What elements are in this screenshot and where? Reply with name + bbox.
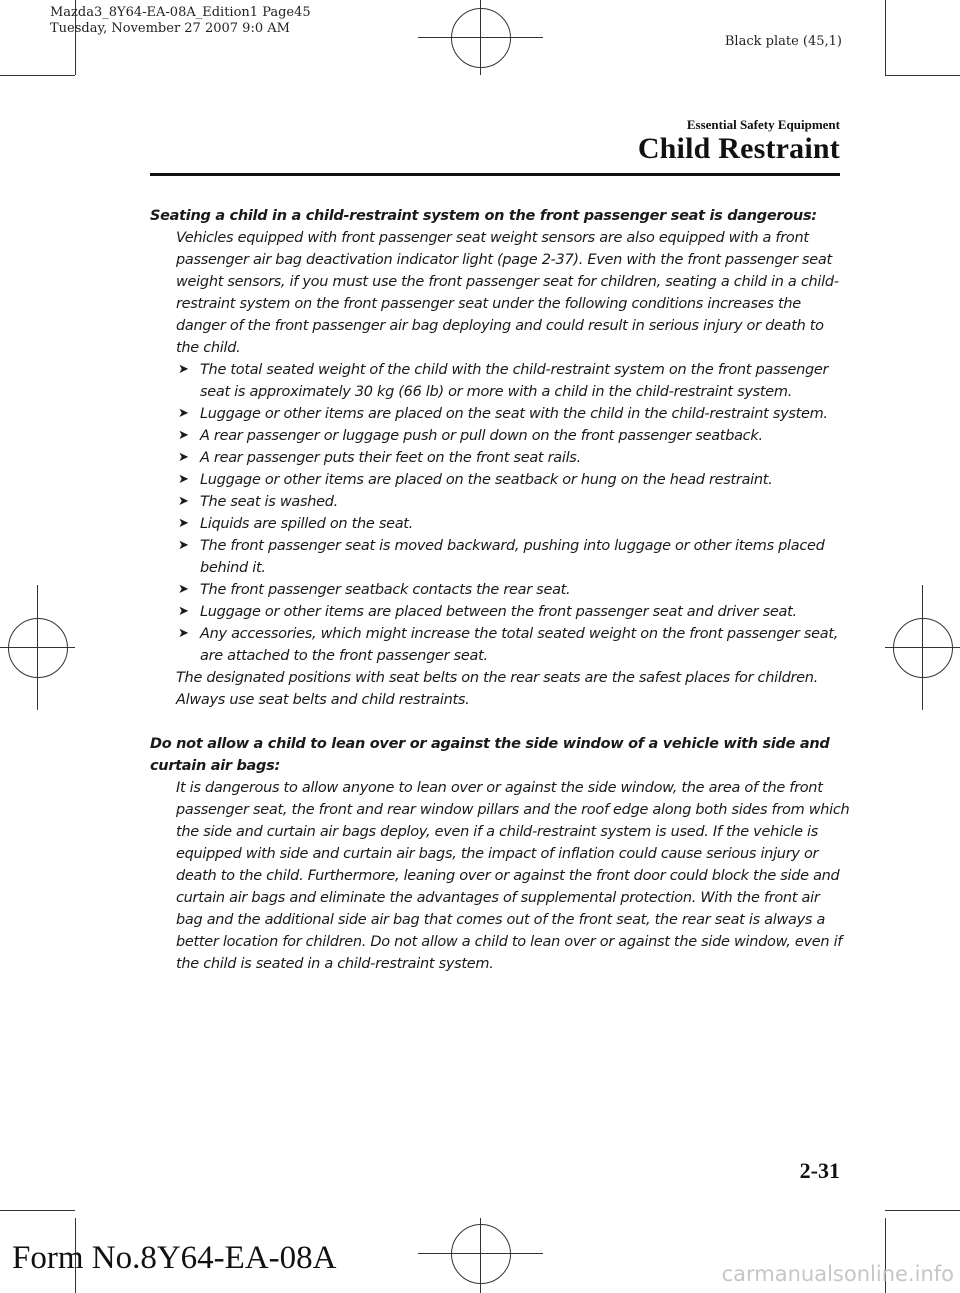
list-item-text: Luggage or other items are placed on the seatback or hung on the head restraint. [200,472,773,488]
form-number: Form No.8Y64-EA-08A [12,1240,337,1276]
page-content [150,205,850,975]
warning-body: Vehicles equipped with front passenger seat weight sensors are also equipped with a front passenger air bag deactivation indicator light (page 2-37). Even with the front passenger seat weight sensors, if you must use the front passenger seat for children, seating a child in a child-restraint system on the front passenger seat under the following conditions increases the danger of the front passenger air bag deploying and could result in serious injury or death to the child. [176,230,839,356]
list-item-text: The front passenger seat is moved backward, pushing into luggage or other items placed behind it. [200,538,825,576]
arrowhead-bullet-icon: ➤ [178,428,189,443]
plate-label: Black plate (45,1) [724,34,842,49]
list-item-text: The total seated weight of the child with the child-restraint system on the front passenger seat is approximately 30 kg (66 lb) or more with a child in the child-restraint system. [200,362,829,400]
warning-heading: Do not allow a child to lean over or against the side window of a vehicle with side and curtain air bags: [150,736,830,774]
arrowhead-bullet-icon: ➤ [178,472,189,487]
list-item-text: The front passenger seatback contacts the rear seat. [200,582,571,598]
watermark-text: carmanualsonline.info [721,1262,954,1286]
list-item [176,491,850,513]
list-item-text: A rear passenger or luggage push or pull down on the front passenger seatback. [200,428,763,444]
arrowhead-bullet-icon: ➤ [178,604,189,619]
crop-mark [885,0,886,75]
crop-mark [885,1210,960,1211]
list-item-text: The seat is washed. [200,494,338,510]
registration-circle [451,8,511,68]
registration-circle [451,1224,511,1284]
warning-heading: Seating a child in a child-restraint system on the front passenger seat is dangerous: [150,208,817,224]
warning-body: It is dangerous to allow anyone to lean over or against the side window, the area of the front passenger seat, the front and rear window pillars and the roof edge along both sides from which the side and curtain air bags deploy, even if a child-restraint system is used. If the vehicle is equipped with side and curtain air bags, the impact of inflation could cause serious injury or death to the child. Furthermore, leaning over or against the front door could block the side and curtain air bags and eliminate the advantages of supplemental protection. With the front air bag and the additional side air bag that comes out of the front seat, the rear seat is always a better location for children. Do not allow a child to lean over or against the side window, even if the child is seated in a child-restraint system. [176,780,850,972]
print-metadata [50,5,311,37]
list-item [176,513,850,535]
header-rule [150,173,840,176]
list-item [176,403,850,425]
list-item [176,535,850,579]
condition-list [176,359,850,667]
page-title: Child Restraint [637,132,840,165]
arrowhead-bullet-icon: ➤ [178,626,189,641]
spacer [150,711,850,733]
list-item-text: Luggage or other items are placed between the front passenger seat and driver seat. [200,604,797,620]
arrowhead-bullet-icon: ➤ [178,494,189,509]
registration-circle [8,618,68,678]
list-item-text: Luggage or other items are placed on the seat with the child in the child-restraint system. [200,406,828,422]
arrowhead-bullet-icon: ➤ [178,450,189,465]
list-item-text: Liquids are spilled on the seat. [200,516,413,532]
arrowhead-bullet-icon: ➤ [178,362,189,377]
registration-circle [893,618,953,678]
print-file-line: Mazda3_8Y64-EA-08A_Edition1 Page45 [50,5,311,20]
print-date-line: Tuesday, November 27 2007 9:0 AM [50,21,290,36]
section-label: Essential Safety Equipment [686,117,840,132]
list-item-text: Any accessories, which might increase the total seated weight on the front passenger seat, are attached to the front passenger seat. [200,626,839,664]
list-item [176,425,850,447]
crop-mark [0,1210,75,1211]
list-item [176,623,850,667]
list-item [176,579,850,601]
list-item [176,359,850,403]
arrowhead-bullet-icon: ➤ [178,516,189,531]
arrowhead-bullet-icon: ➤ [178,406,189,421]
list-item [176,469,850,491]
page-number: 2-31 [799,1158,840,1183]
crop-mark [0,75,75,76]
crop-mark [885,75,960,76]
arrowhead-bullet-icon: ➤ [178,582,189,597]
list-item [176,601,850,623]
warning-closing: The designated positions with seat belts on the rear seats are the safest places for children. Always use seat belts and child restraints. [176,670,818,708]
list-item-text: A rear passenger puts their feet on the front seat rails. [200,450,581,466]
arrowhead-bullet-icon: ➤ [178,538,189,553]
list-item [176,447,850,469]
